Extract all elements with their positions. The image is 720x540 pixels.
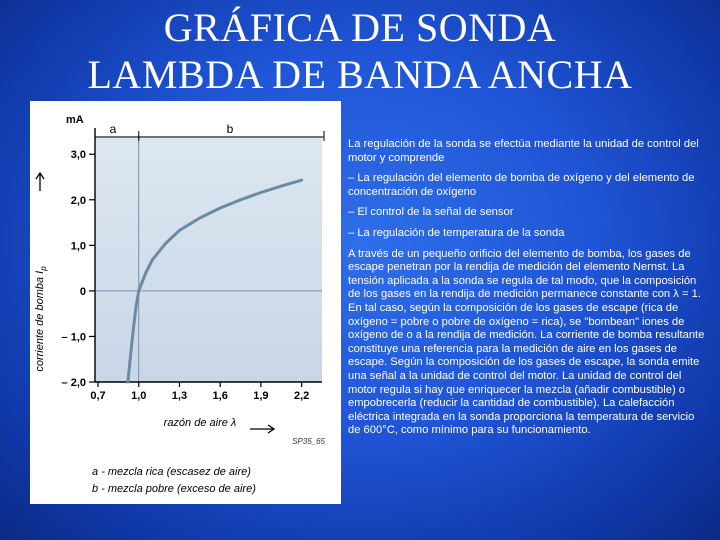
data-point (130, 354, 132, 356)
slide-title (0, 4, 720, 98)
y-axis-title-text: corriente de bomba I (34, 270, 46, 372)
svg-text:corriente de bomba Ip (34, 266, 48, 372)
data-point (138, 290, 140, 292)
paragraph-explanation: A través de un pequeño orificio del elemento de bomba, los gases de escape penetran por la rendija de medición del elemento Nernst. La tensión aplicada a la sonda se regula de tal modo, que la composición de los gases en la rendija de medición permanece constante con λ = 1. En tal caso, según la composición de los gases de escape (rica de oxígeno = pobre o pobre de oxígeno = rica), se "bombean" iones de oxígeno de o a la rendija de medición. La corriente de bomba resultante constituye una referencia para la medición de aire en los gases de escape. Según la composición de los gases de escape, la sonda emite una señal a la unidad de control del motor. La unidad de control del motor regula si hay que enriquecer la mezcla (añadir combustible) o empobrecerla (reducir la cantidad de combustible). La calefacción eléctrica integrada en la sonda proporciona la temperatura de servicio de 600°C, como mínimo para su funcionamiento. (348, 247, 705, 437)
data-point (179, 230, 181, 232)
x-tick-label: 1,3 (171, 390, 188, 402)
x-axis-title: razón de aire λ (163, 417, 237, 429)
paragraph-bullet-1: – La regulación del elemento de bomba de oxígeno y del elemento de concentración de oxígeno (348, 172, 695, 198)
paragraph-bullet-2: – El control de la señal de sensor (348, 206, 514, 219)
data-point (133, 329, 135, 331)
x-tick-label: 1,6 (212, 390, 228, 402)
title-line-1: GRÁFICA DE SONDA (163, 5, 557, 50)
lambda-chart-figure (30, 101, 341, 504)
x-tick-label: 1,9 (253, 390, 269, 402)
data-point (127, 381, 129, 383)
description-text (348, 138, 705, 438)
legend-entry-b: b - mezcla pobre (exceso de aire) (92, 483, 256, 495)
data-point (281, 185, 283, 187)
data-point (260, 192, 262, 194)
x-tick-label: 1,0 (131, 390, 147, 402)
y-tick-label: – 1,0 (61, 331, 86, 344)
y-tick-label: 2,0 (70, 194, 86, 207)
x-tick-label: 0,7 (90, 390, 106, 402)
data-point (199, 217, 201, 219)
y-unit-label: mA (66, 114, 84, 126)
y-tick-label: 3,0 (70, 149, 86, 162)
y-tick-label: 1,0 (70, 240, 86, 253)
legend-entry-a: a - mezcla rica (escasez de aire) (92, 466, 251, 478)
x-tick-label: 2,2 (293, 390, 310, 402)
y-tick-label: 0 (79, 285, 86, 298)
title-line-2: LAMBDA DE BANDA ANCHA (87, 52, 633, 97)
data-point (240, 199, 242, 201)
data-point (219, 207, 221, 209)
region-a-label: a (109, 122, 117, 136)
y-axis-title (34, 266, 48, 372)
paragraph-intro: La regulación de la sonda se efectúa mediante la unidad de control del motor y comprende (348, 138, 699, 164)
region-b-label: b (226, 122, 234, 136)
data-point (152, 259, 154, 261)
x-axis-arrow-icon (250, 425, 274, 433)
data-point (301, 179, 303, 181)
y-tick-label: – 2,0 (61, 377, 86, 389)
paragraph-bullet-3: – La regulación de temperatura de la sonda (348, 226, 565, 239)
figure-code: SP35_65 (292, 437, 325, 446)
y-axis-arrow-icon (36, 173, 44, 191)
plot-area (95, 136, 322, 382)
y-axis-title-subscript: p (39, 266, 48, 271)
data-point (145, 273, 147, 275)
lambda-chart (30, 101, 341, 504)
data-point (165, 242, 167, 244)
data-point (135, 306, 137, 308)
